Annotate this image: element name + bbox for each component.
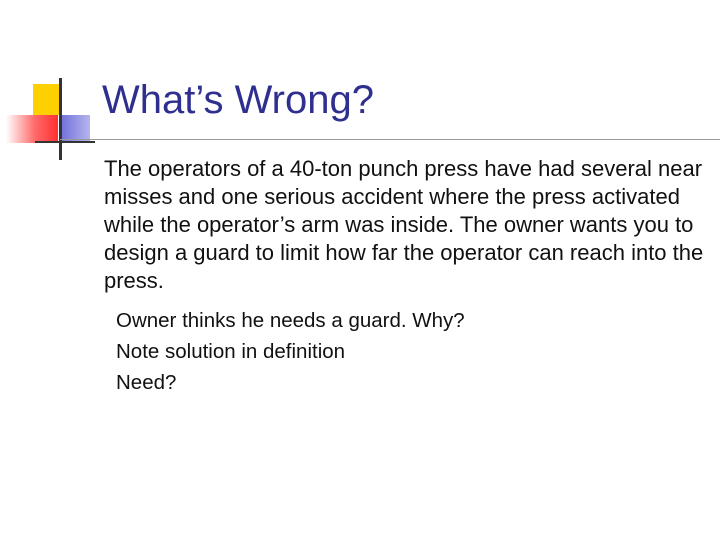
sub-item-solution: Note solution in definition [116,340,346,363]
sub-item-guard: Owner thinks he needs a guard. Why? [116,309,465,332]
vertical-rule [59,78,62,160]
red-square-icon [6,115,58,143]
slide-title: What’s Wrong? [102,78,374,122]
logo-horizontal-rule [35,141,95,143]
corner-logo-icon [0,0,110,170]
yellow-square-icon [33,84,60,115]
sub-list [116,305,696,398]
slide-body [104,155,704,295]
title-divider [60,139,720,140]
sub-item-need: Need? [116,371,177,394]
body-paragraph: The operators of a 40-ton punch press have had several near misses and one serious accident where the press activated while the operator’s arm was inside. The owner wants you to design a guard to limit how far the operator can reach into the press. [104,156,704,293]
